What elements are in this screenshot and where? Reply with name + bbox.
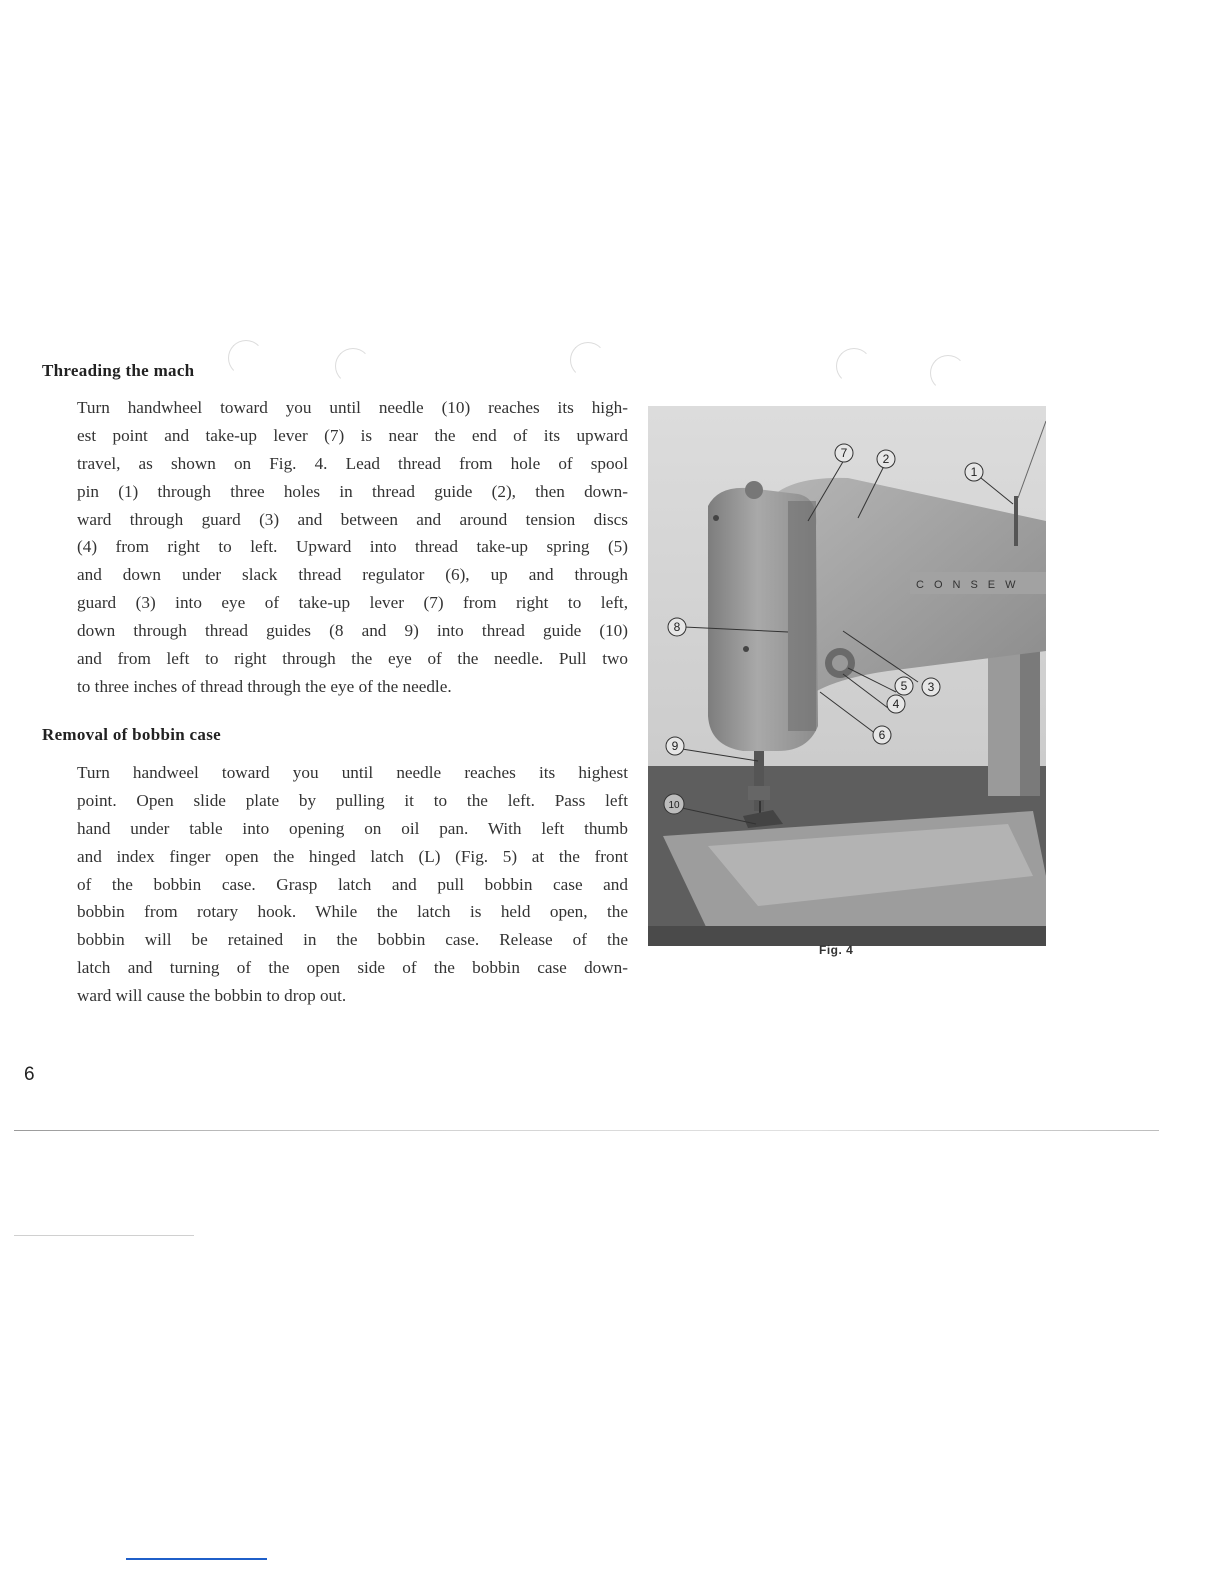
text-line: hand under table into opening on oil pan. With left thumb [77,818,628,838]
text-line: guard (3) into eye of take-up lever (7) from right to left, [77,593,628,613]
callout-label: 1 [970,465,978,479]
callout-label: 10 [668,800,680,811]
callout-9 [666,737,684,755]
text-line: Turn handwheel toward you until needle (10) reaches its high- [77,398,628,417]
text-line: of the bobbin case. Grasp latch and pull bobbin case and [77,874,628,894]
callout-label: 6 [878,728,886,742]
section-heading-threading: Threading the mach [42,361,195,380]
callout-10 [664,794,684,814]
punch-hole-mark [335,348,371,384]
callout-2 [877,450,895,468]
text-line: travel, as shown on Fig. 4. Lead thread from hole of spool [77,453,628,473]
text-line: and index finger open the hinged latch (L) (Fig. 5) at the front [77,846,628,866]
text-line: pin (1) through three holes in thread guide (2), then down- [77,481,628,501]
callout-6 [873,726,891,744]
text-line: and down under slack thread regulator (6), up and through [77,565,628,585]
divider-line [14,1235,194,1236]
text-line: Turn handweel toward you until needle reaches its highest [77,763,628,782]
sewing-machine-photo [648,406,1046,946]
figure-caption: Fig. 4 [819,943,854,957]
callout-label: 3 [927,680,935,694]
divider-line [126,1558,267,1560]
text-line: down through thread guides (8 and 9) into thread guide (10) [77,621,628,641]
text-line: and from left to right through the eye of the needle. Pull two [77,649,628,669]
text-line: ward will cause the bobbin to drop out. [77,986,347,1006]
callout-label: 5 [900,679,908,693]
callout-label: 9 [671,739,679,753]
text-line: ward through guard (3) and between and around tension discs [77,509,628,529]
callout-label: 2 [882,452,890,466]
callout-7 [835,444,853,462]
section-heading-bobbin: Removal of bobbin case [42,725,221,744]
callout-5 [895,677,913,695]
text-line: point. Open slide plate by pulling it to the left. Pass left [77,790,628,810]
text-line: bobbin will be retained in the bobbin case. Release of the [77,930,628,950]
text-line: (4) from right to left. Upward into thread take-up spring (5) [77,537,628,557]
threading-paragraph [77,394,628,701]
brand-label: CONSEW [916,579,1026,591]
text-line: bobbin from rotary hook. While the latch is held open, the [77,902,628,922]
text-line: latch and turning of the open side of the bobbin case down- [77,958,628,978]
page-number: 6 [24,1064,35,1085]
bobbin-paragraph [77,759,628,1010]
callout-label: 4 [892,697,900,711]
divider-line [14,1130,1159,1131]
callout-label: 7 [840,446,848,460]
punch-hole-mark [930,355,966,391]
callout-3 [922,678,940,696]
text-line: to three inches of thread through the eye of the needle. [77,676,452,696]
punch-hole-mark [570,342,606,378]
punch-hole-mark [228,340,264,376]
callout-label: 8 [673,620,681,634]
punch-hole-mark [836,348,872,384]
callout-8 [668,618,686,636]
callout-4 [887,695,905,713]
callout-1 [965,463,983,481]
text-line: est point and take-up lever (7) is near the end of its upward [77,425,628,445]
